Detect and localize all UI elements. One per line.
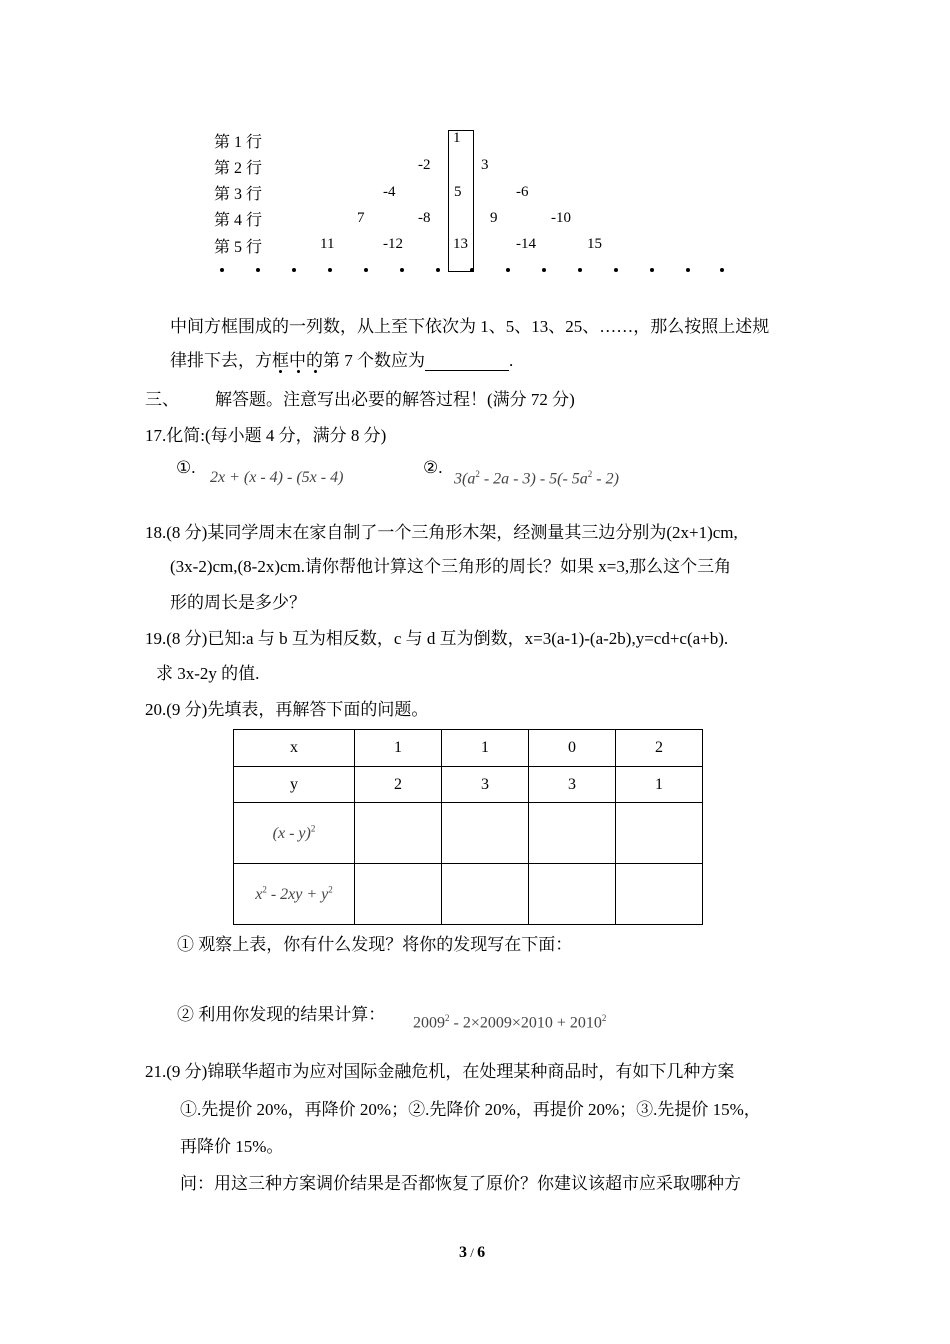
q18-line1: 18.(8 分)某同学周末在家自制了一个三角形木架，经测量其三边分别为(2x+1)cm, [145, 523, 738, 542]
section-title: 解答题。注意写出必要的解答过程！(满分 72 分) [215, 390, 575, 409]
table-cell: 2 [355, 767, 442, 803]
q21-line2: ①.先提价 20%，再降价 20%；②.先降价 20%，再提价 20%；③.先提价 15%， [180, 1100, 761, 1119]
table-empty-cell[interactable] [442, 803, 529, 864]
exponent: 2 [262, 884, 267, 895]
expr-part: - 2) [592, 470, 619, 488]
q21-line4: 问：用这三种方案调价结果是否都恢复了原价？你建议该超市应采取哪种方 [180, 1174, 741, 1193]
triangle-number: 3 [481, 157, 489, 173]
table-header-y: y [234, 767, 355, 803]
row-label: 第 5 行 [214, 239, 263, 256]
q16-text-line1: 中间方框围成的一列数，从上至下依次为 1、5、13、25、……，那么按照上述规 [170, 317, 770, 336]
triangle-number: 7 [357, 210, 365, 226]
page-separator: / [467, 1245, 478, 1260]
exponent: 2 [310, 823, 316, 834]
q20-title: 20.(9 分)先填表，再解答下面的问题。 [145, 700, 429, 719]
page-number [459, 1244, 485, 1262]
table-header-x: x [234, 730, 355, 767]
table-cell: 1 [616, 767, 703, 803]
q19-line2: 求 3x-2y 的值. [156, 664, 260, 683]
exponent: 2 [601, 1013, 607, 1023]
triangle-number: -4 [383, 184, 396, 200]
q20-calc: ② 利用你发现的结果计算： [177, 1005, 386, 1024]
table-cell: 0 [529, 730, 616, 767]
triangle-number: 1 [453, 130, 461, 146]
q17-part2-label: ②. [423, 458, 443, 477]
expr-part: (x - y) [272, 824, 311, 842]
exponent: 2 [587, 469, 593, 479]
table-cell: 2 [616, 730, 703, 767]
exponent: 2 [328, 884, 333, 895]
emphasis-dot [314, 370, 317, 373]
triangle-number: 11 [320, 236, 335, 252]
triangle-number: 15 [587, 236, 602, 252]
q18-line2: (3x-2)cm,(8-2x)cm.请你帮他计算这个三角形的周长？如果 x=3,那么这个三角 [170, 557, 732, 576]
exponent: 2 [445, 1013, 450, 1023]
q18-line3: 形的周长是多少？ [170, 593, 306, 612]
expr-part: 3(a [454, 470, 476, 488]
table-empty-cell[interactable] [355, 864, 442, 925]
answer-blank [425, 354, 509, 371]
q17-part2-expr [454, 469, 619, 488]
q17-part1-expr: 2x + (x - 4) - (5x - 4) [210, 469, 344, 486]
table-empty-cell[interactable] [442, 864, 529, 925]
triangle-number: 5 [454, 184, 462, 200]
exponent: 2 [475, 469, 480, 479]
triangle-number: 9 [490, 210, 498, 226]
table-empty-cell[interactable] [616, 803, 703, 864]
table-empty-cell[interactable] [529, 803, 616, 864]
table-cell: 3 [442, 767, 529, 803]
q20-observe: ① 观察上表，你有什么发现？将你的发现写在下面： [177, 935, 573, 954]
triangle-number: -12 [383, 236, 403, 252]
q21-line1: 21.(9 分)锦联华超市为应对国际金融危机，在处理某种商品时，有如下几种方案 [145, 1062, 735, 1081]
row-label: 第 2 行 [214, 160, 263, 177]
emphasis-dot [297, 370, 300, 373]
expr-part: - 2a - 3) - 5(- 5a [479, 470, 588, 488]
table-header-expr1 [234, 803, 355, 864]
table-empty-cell[interactable] [355, 803, 442, 864]
column-frame [448, 130, 474, 272]
q16-text-line2a: 律排下去，方框中的第 7 个数应为 [170, 351, 425, 370]
expr-part: 2009 [413, 1014, 445, 1032]
table-empty-cell[interactable] [616, 864, 703, 925]
q19-line1: 19.(8 分)已知:a 与 b 互为相反数，c 与 d 互为倒数，x=3(a-1)-(a-2b),y=cd+c(a+b). [145, 629, 729, 648]
triangle-number: -6 [516, 184, 529, 200]
table-cell: 3 [529, 767, 616, 803]
row-label: 第 1 行 [214, 134, 263, 151]
q21-line3: 再降价 15%。 [180, 1137, 284, 1156]
section-number: 三、 [145, 390, 179, 409]
expr-part: - 2xy + y [266, 885, 329, 903]
total-pages: 6 [477, 1244, 486, 1261]
table-header-expr2 [234, 864, 355, 925]
q17-part1-label: ①. [176, 458, 196, 477]
triangle-number: -8 [418, 210, 431, 226]
row-label: 第 3 行 [214, 186, 263, 203]
triangle-number: 13 [453, 236, 468, 252]
triangle-number: -14 [516, 236, 536, 252]
q20-calc-expr [413, 1013, 606, 1032]
table-empty-cell[interactable] [529, 864, 616, 925]
emphasis-dot [279, 370, 282, 373]
q16-period: . [509, 351, 514, 370]
current-page: 3 [459, 1244, 467, 1261]
expr-part: x [255, 885, 263, 903]
expr-part: - 2×2009×2010 + 2010 [449, 1014, 602, 1032]
row-label: 第 4 行 [214, 212, 263, 229]
table-cell: 1 [355, 730, 442, 767]
triangle-number: -2 [418, 157, 431, 173]
q17-title: 17.化简:(每小题 4 分，满分 8 分) [145, 426, 387, 445]
fill-table [233, 729, 703, 925]
triangle-number: -10 [551, 210, 571, 226]
table-cell: 1 [442, 730, 529, 767]
q16-text-line2 [170, 346, 513, 371]
